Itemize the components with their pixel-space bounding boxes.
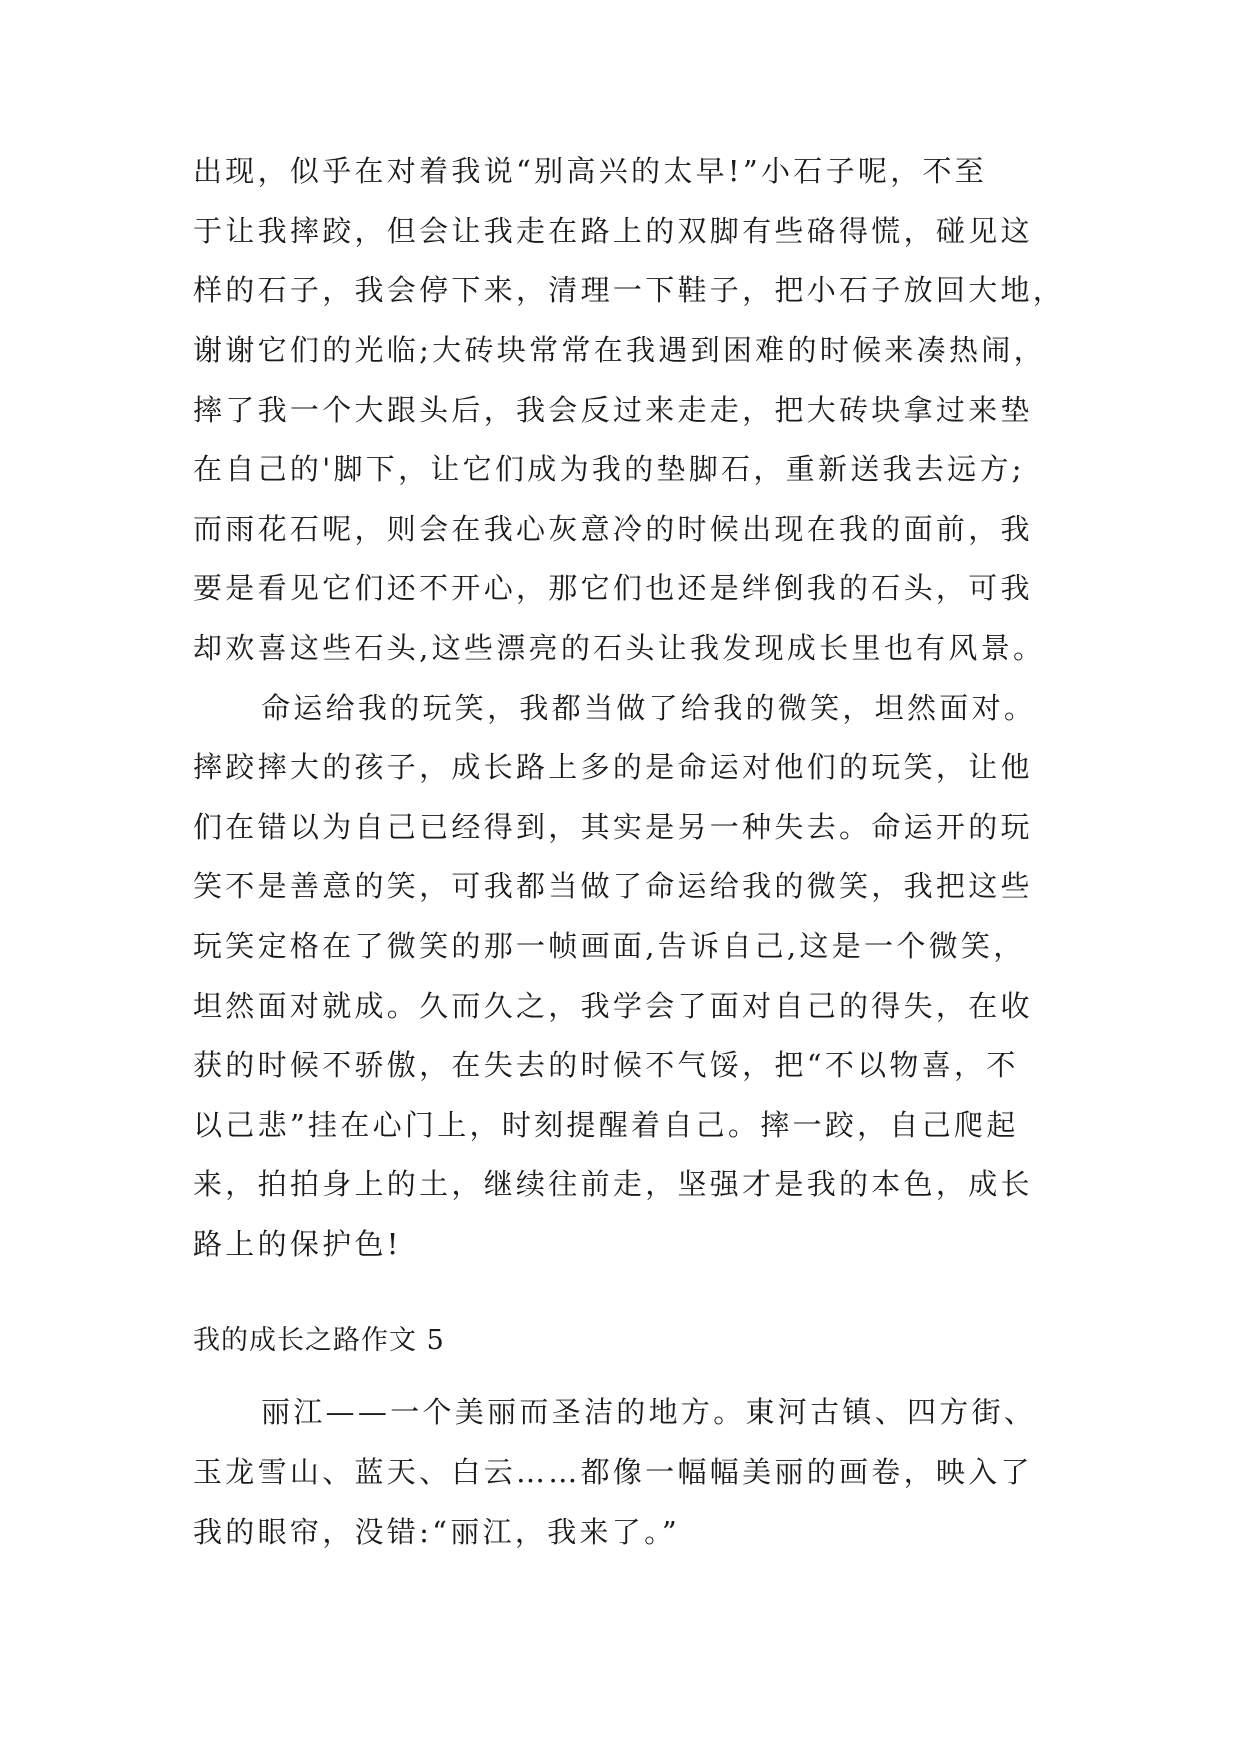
paragraph-line: 出现，似乎在对着我说“别高兴的太早!”小石子呢，不至 xyxy=(193,154,988,188)
paragraph-line: 谢谢它们的光临;大砖块常常在我遇到困难的时候来凑热闹， xyxy=(193,333,1046,367)
paragraph-line: 玉龙雪山、蓝天、白云……都像一幅幅美丽的画卷，映入了 xyxy=(193,1455,1033,1489)
paragraph-line: 来，拍拍身上的土，继续往前走，坚强才是我的本色，成长 xyxy=(193,1167,1033,1201)
paragraph-line: 玩笑定格在了微笑的那一帧画面,告诉自己,这是一个微笑， xyxy=(193,929,1026,963)
paragraph-line: 摔了我一个大跟头后，我会反过来走走，把大砖块拿过来垫 xyxy=(193,393,1033,427)
paragraph-line: 摔跤摔大的孩子，成长路上多的是命运对他们的玩笑，让他 xyxy=(193,750,1033,784)
paragraph-line: 却欢喜这些石头,这些漂亮的石头让我发现成长里也有风景。 xyxy=(193,631,1046,665)
paragraph-line: 路上的保护色! xyxy=(193,1227,402,1261)
paragraph-line: 我的眼帘，没错:“丽江，我来了。” xyxy=(193,1515,681,1549)
paragraph-line: 要是看见它们还不开心，那它们也还是绊倒我的石头，可我 xyxy=(193,571,1033,605)
paragraph-line: 丽江——一个美丽而圣洁的地方。東河古镇、四方街、 xyxy=(261,1395,1037,1429)
paragraph-line: 样的石子，我会停下来，清理一下鞋子，把小石子放回大地， xyxy=(193,273,1066,307)
paragraph-line: 们在错以为自己已经得到，其实是另一种失去。命运开的玩 xyxy=(193,810,1033,844)
paragraph-line: 笑不是善意的笑，可我都当做了命运给我的微笑，我把这些 xyxy=(193,869,1033,903)
paragraph-line: 而雨花石呢，则会在我心灰意冷的时候出现在我的面前，我 xyxy=(193,512,1033,546)
paragraph-line: 于让我摔跤，但会让我走在路上的双脚有些硌得慌，碰见这 xyxy=(193,214,1033,248)
paragraph-line: 获的时候不骄傲，在失去的时候不气馁，把“不以物喜，不 xyxy=(193,1048,1019,1082)
paragraph-line: 坦然面对就成。久而久之，我学会了面对自己的得失，在收 xyxy=(193,989,1033,1023)
paragraph-line: 以己悲”挂在心门上，时刻提醒着自己。摔一跤，自己爬起 xyxy=(193,1108,1019,1142)
paragraph-line: 命运给我的玩笑，我都当做了给我的微笑，坦然面对。 xyxy=(261,691,1037,725)
section-heading: 我的成长之路作文 5 xyxy=(193,1325,445,1356)
paragraph-line: 在自己的'脚下，让它们成为我的垫脚石，重新送我去远方; xyxy=(193,452,1025,486)
